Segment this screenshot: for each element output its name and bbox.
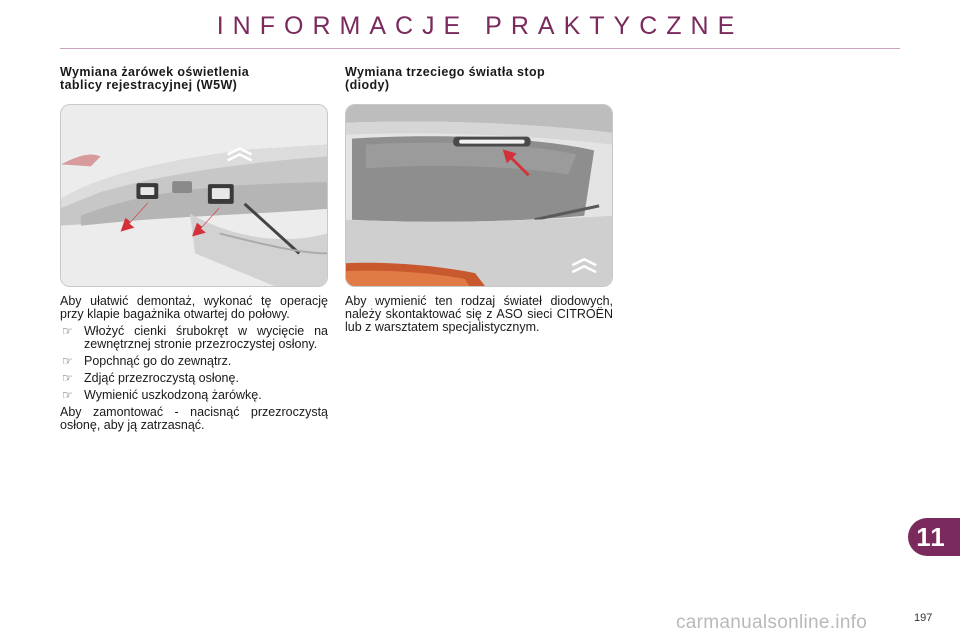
heading-line-2: tablicy rejestracyjnej (W5W) (60, 78, 238, 92)
tailgate-illustration-svg (61, 105, 327, 286)
heading-line-1: Wymiana żarówek oświetlenia (60, 65, 250, 79)
title-divider (60, 48, 900, 49)
third-brake-light-heading (345, 66, 613, 100)
step-text: Włożyć cienki śrubokręt w wycięcie na zewnętrznej stronie przezroczystej osłony. (84, 324, 328, 351)
tailgate-license-lamp-illustration (60, 104, 328, 287)
intro-paragraph: Aby ułatwić demontaż, wykonać tę operację przy klapie bagażnika otwartej do połowy. (60, 294, 328, 321)
step-text: Popchnąć go do zewnątrz. (84, 354, 232, 368)
heading-line-2: (diody) (345, 78, 390, 92)
closing-paragraph: Aby zamontować - nacisnąć przezroczystą osłonę, aby ją zatrzasnąć. (60, 405, 328, 432)
rear-window-illustration-svg (346, 105, 612, 286)
list-item (60, 355, 328, 368)
step-text: Wymienić uszkodzoną żarówkę. (84, 388, 262, 402)
step-text: Zdjąć przezroczystą osłonę. (84, 371, 239, 385)
pointing-hand-icon: ☞ (62, 388, 73, 402)
page-title: INFORMACJE PRAKTYCZNE (216, 12, 744, 40)
heading-line-1: Wymiana trzeciego światła stop (345, 65, 546, 79)
pointing-hand-icon: ☞ (62, 371, 73, 385)
chapter-tab: 11 (908, 518, 960, 556)
page-number: 197 (914, 612, 933, 624)
brake-light-paragraph: Aby wymienić ten rodzaj świateł diodowych, należy skontaktować się z ASO sieci CITROËN lub z warsztatem specjalistycznym. (345, 294, 613, 334)
third-brake-light-illustration (345, 104, 613, 287)
pointing-hand-icon: ☞ (62, 354, 73, 368)
license-plate-bulb-heading (60, 66, 328, 100)
right-column (345, 66, 613, 334)
pointing-hand-icon: ☞ (62, 324, 73, 338)
list-item (60, 389, 328, 402)
steps-list (60, 325, 328, 402)
watermark: carmanualsonline.info (676, 612, 868, 633)
list-item (60, 372, 328, 385)
left-column (60, 66, 328, 432)
list-item (60, 325, 328, 351)
